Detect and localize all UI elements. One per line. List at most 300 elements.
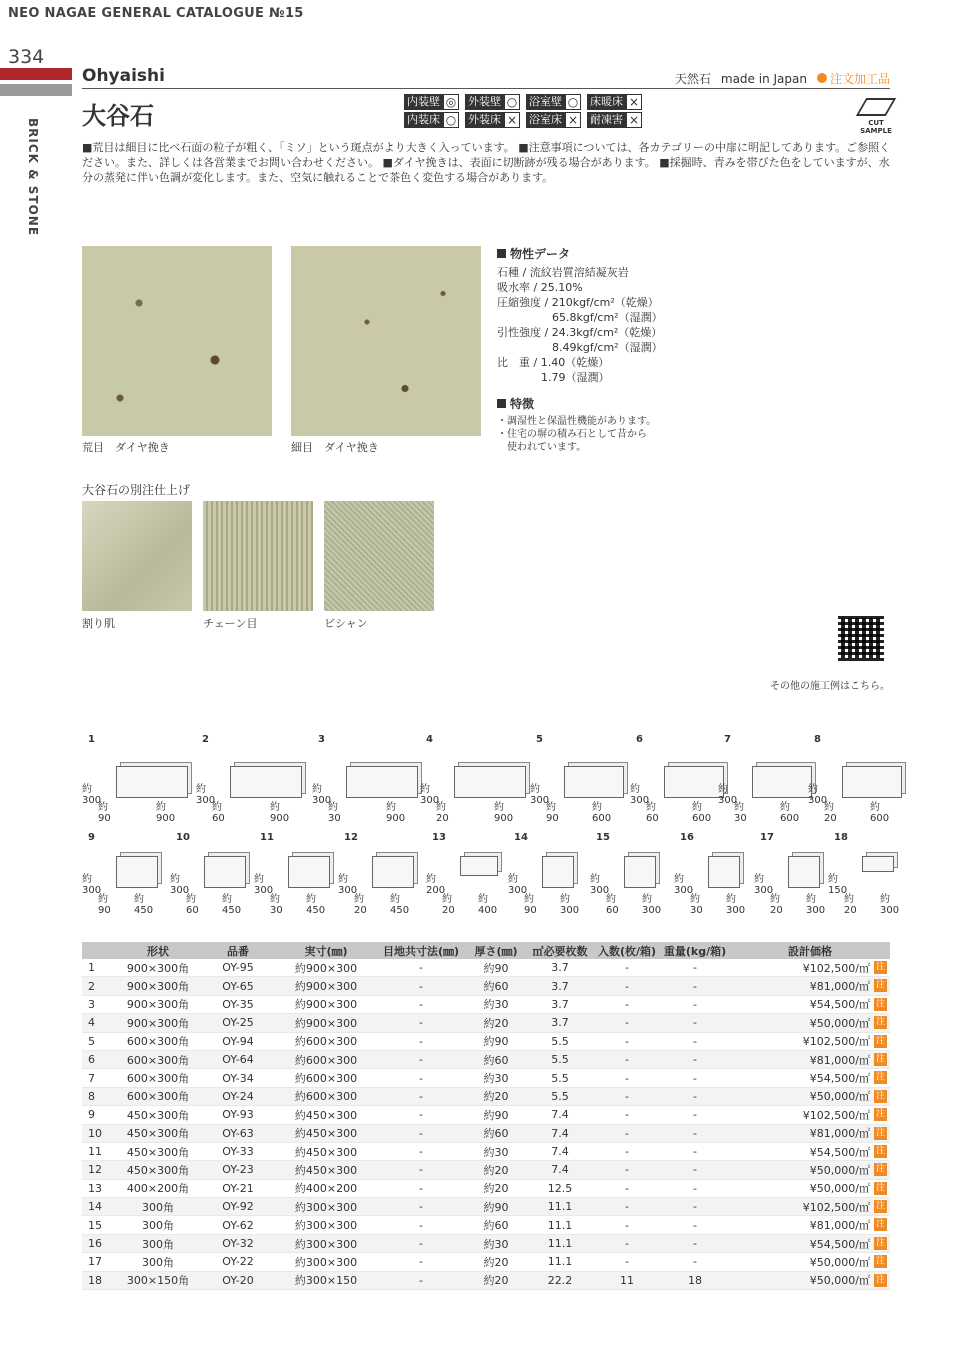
- shape-box-icon: [116, 856, 158, 888]
- table-cell: 約600×300: [276, 1069, 376, 1087]
- table-cell: OY-24: [200, 1087, 276, 1105]
- table-cell: 11.1: [526, 1216, 594, 1234]
- table-cell: 約600×300: [276, 1087, 376, 1105]
- shape-thickness-label: 約60: [606, 894, 619, 916]
- shape-thickness-label: 約20: [770, 894, 783, 916]
- col-header: ㎡必要枚数: [526, 942, 594, 959]
- table-cell: OY-65: [200, 977, 276, 995]
- order-badge-icon: 注: [875, 980, 885, 991]
- table-cell: 8: [82, 1087, 116, 1105]
- table-cell: 14: [82, 1198, 116, 1216]
- table-cell: -: [594, 1216, 660, 1234]
- table-cell: 900×300角: [116, 959, 200, 977]
- shape-number: 18: [834, 832, 848, 843]
- table-cell: 450×300角: [116, 1124, 200, 1142]
- table-cell: ¥102,500/㎡ 注: [730, 1032, 890, 1050]
- property-line: 65.8kgf/cm²（湿潤）: [497, 311, 663, 324]
- usage-item: 浴室床 ×: [526, 112, 581, 128]
- shape-box-icon: [624, 856, 656, 888]
- table-cell: -: [594, 977, 660, 995]
- table-cell: -: [660, 1161, 730, 1179]
- table-cell: 約20: [466, 1161, 526, 1179]
- product-meta: [675, 70, 890, 87]
- table-cell: ¥81,000/㎡ 注: [730, 1216, 890, 1234]
- shape-width-label: 約600: [692, 802, 712, 824]
- shape-height-label: 約200: [426, 874, 446, 896]
- table-cell: 450×300角: [116, 1106, 200, 1124]
- table-cell: 約20: [466, 1179, 526, 1197]
- shape-width-label: 約300: [726, 894, 746, 916]
- order-badge-icon: 注: [875, 1219, 885, 1230]
- shape-number: 14: [514, 832, 528, 843]
- usage-item: 内装壁 ◎: [404, 94, 459, 110]
- properties-heading: 物性データ: [497, 247, 663, 262]
- table-cell: ¥54,500/㎡ 注: [730, 1142, 890, 1160]
- finishes-title: 大谷石の別注仕上げ: [82, 483, 191, 497]
- shape-number: 13: [432, 832, 446, 843]
- table-cell: 約600×300: [276, 1032, 376, 1050]
- shape-width-label: 約450: [134, 894, 154, 916]
- shape-box-icon: [288, 856, 330, 888]
- table-cell: 900×300角: [116, 977, 200, 995]
- usage-item: 浴室壁 ○: [526, 94, 581, 110]
- table-cell: 13: [82, 1179, 116, 1197]
- table-cell: -: [376, 1216, 466, 1234]
- table-cell: ¥54,500/㎡ 注: [730, 1069, 890, 1087]
- table-cell: -: [376, 1014, 466, 1032]
- shape-thickness-label: 約20: [436, 802, 449, 824]
- table-cell: -: [594, 1014, 660, 1032]
- shape-height-label: 約300: [674, 874, 694, 896]
- table-cell: 約900×300: [276, 959, 376, 977]
- shape-box-icon: [230, 766, 302, 798]
- table-cell: OY-33: [200, 1142, 276, 1160]
- section-bar-red: [0, 68, 72, 80]
- table-cell: ¥50,000/㎡ 注: [730, 1087, 890, 1105]
- table-cell: 450×300角: [116, 1142, 200, 1160]
- shape-number: 2: [202, 734, 209, 745]
- shape-box-icon: [842, 766, 902, 798]
- shape-height-label: 約300: [254, 874, 274, 896]
- stone-type: 天然石: [674, 72, 711, 86]
- sample-caption: 荒目 ダイヤ挽き: [82, 441, 170, 454]
- title-divider: [82, 88, 890, 89]
- order-badge-icon: 注: [875, 1127, 885, 1138]
- order-badge-icon: 注: [875, 1145, 885, 1156]
- table-cell: 5.5: [526, 1087, 594, 1105]
- table-cell: ¥102,500/㎡ 注: [730, 959, 890, 977]
- col-header: 重量(kg/箱): [660, 942, 730, 959]
- shape-thickness-label: 約60: [212, 802, 225, 824]
- table-cell: -: [660, 1216, 730, 1234]
- table-cell: -: [376, 1087, 466, 1105]
- table-cell: OY-95: [200, 959, 276, 977]
- shape-thickness-label: 約30: [328, 802, 341, 824]
- shape-width-label: 約300: [560, 894, 580, 916]
- table-cell: 約60: [466, 1050, 526, 1068]
- table-cell: 約30: [466, 1142, 526, 1160]
- custom-order: 注文加工品: [817, 70, 890, 87]
- table-cell: OY-20: [200, 1271, 276, 1289]
- table-cell: ¥81,000/㎡ 注: [730, 1124, 890, 1142]
- feature-line: 使われています。: [497, 442, 587, 453]
- table-cell: -: [376, 1106, 466, 1124]
- table-cell: 900×300角: [116, 995, 200, 1013]
- shape-height-label: 約300: [312, 784, 332, 806]
- table-cell: -: [376, 1198, 466, 1216]
- table-cell: 4: [82, 1014, 116, 1032]
- shape-number: 17: [760, 832, 774, 843]
- table-cell: OY-93: [200, 1106, 276, 1124]
- shape-height-label: 約300: [420, 784, 440, 806]
- shape-box-icon: [204, 856, 246, 888]
- table-cell: OY-63: [200, 1124, 276, 1142]
- product-description: ■荒目は細目に比べ石面の粒子が粗く、「ミソ」という斑点がより大きく入っています。 ■注意事項については、各カテゴリーの中扉に明記してあります。ご参照ください。また、詳しくは各営業までお問い合わせください。 ■ダイヤ挽きは、表面に切断跡が残る場合があります。 ■採掘時、青みを帯びた色をしていますが、水分の蒸発に伴い色調が変化します。また、空気に触れることで茶色く変色する場合があります。: [82, 141, 891, 184]
- finish-caption: チェーン目: [203, 617, 258, 630]
- table-cell: 16: [82, 1234, 116, 1252]
- sample-caption: 細目 ダイヤ挽き: [291, 441, 379, 454]
- sample-image-fine: [291, 246, 481, 436]
- shape-width-label: 約600: [592, 802, 612, 824]
- product-name-jp: 大谷石: [82, 102, 154, 130]
- table-cell: 11: [82, 1142, 116, 1160]
- shape-height-label: 約300: [718, 784, 738, 806]
- table-cell: 約30: [466, 995, 526, 1013]
- order-badge-icon: 注: [875, 1201, 885, 1212]
- shape-height-label: 約300: [196, 784, 216, 806]
- table-cell: ¥50,000/㎡ 注: [730, 1271, 890, 1289]
- order-badge-icon: 注: [875, 1109, 885, 1120]
- shape-box-icon: [346, 766, 418, 798]
- table-row: [82, 959, 890, 977]
- property-line: 圧縮強度 / 210kgf/cm²（乾燥）: [497, 296, 659, 309]
- qr-caption: その他の施工例はこちら。: [770, 681, 890, 692]
- table-cell: 約90: [466, 1032, 526, 1050]
- table-cell: OY-21: [200, 1179, 276, 1197]
- table-cell: 約300×150: [276, 1271, 376, 1289]
- sample-image-rough: [82, 246, 272, 436]
- table-cell: OY-34: [200, 1069, 276, 1087]
- table-cell: ¥50,000/㎡ 注: [730, 1179, 890, 1197]
- table-cell: 7.4: [526, 1124, 594, 1142]
- shape-thickness-label: 約90: [98, 894, 111, 916]
- table-cell: -: [594, 995, 660, 1013]
- spec-table: [82, 942, 890, 1290]
- table-cell: -: [660, 1106, 730, 1124]
- table-cell: -: [660, 977, 730, 995]
- shape-height-label: 約300: [508, 874, 528, 896]
- table-cell: -: [376, 1050, 466, 1068]
- table-cell: ¥102,500/㎡ 注: [730, 1198, 890, 1216]
- shape-thickness-label: 約90: [524, 894, 537, 916]
- usage-item: 外装床 ×: [465, 112, 520, 128]
- table-cell: -: [660, 1087, 730, 1105]
- finish-image-bushhammer: [324, 501, 434, 611]
- table-cell: 300×150角: [116, 1271, 200, 1289]
- table-cell: -: [594, 1142, 660, 1160]
- shape-height-label: 約300: [170, 874, 190, 896]
- shape-width-label: 約400: [478, 894, 498, 916]
- finish-image-split: [82, 501, 192, 611]
- table-cell: 15: [82, 1216, 116, 1234]
- table-row: [82, 1271, 890, 1289]
- table-row: [82, 1050, 890, 1068]
- table-cell: -: [376, 1271, 466, 1289]
- table-cell: 3.7: [526, 995, 594, 1013]
- table-row: [82, 1198, 890, 1216]
- table-cell: 600×300角: [116, 1069, 200, 1087]
- table-cell: 12.5: [526, 1179, 594, 1197]
- table-cell: 7.4: [526, 1106, 594, 1124]
- table-cell: 12: [82, 1161, 116, 1179]
- table-cell: 約90: [466, 1106, 526, 1124]
- col-header: [82, 942, 116, 959]
- shape-width-label: 約300: [642, 894, 662, 916]
- table-cell: -: [376, 1179, 466, 1197]
- table-cell: 3.7: [526, 959, 594, 977]
- table-cell: 450×300角: [116, 1161, 200, 1179]
- table-cell: -: [660, 1069, 730, 1087]
- table-cell: -: [376, 995, 466, 1013]
- shape-box-icon: [116, 766, 188, 798]
- table-row: [82, 1216, 890, 1234]
- shape-thickness-label: 約30: [734, 802, 747, 824]
- shape-width-label: 約900: [156, 802, 176, 824]
- shape-thickness-label: 約90: [98, 802, 111, 824]
- property-line: 8.49kgf/cm²（湿潤）: [497, 341, 663, 354]
- shape-box-icon: [372, 856, 414, 888]
- order-badge-icon: 注: [875, 1053, 885, 1064]
- shape-number: 5: [536, 734, 543, 745]
- table-cell: -: [376, 1069, 466, 1087]
- table-cell: 600×300角: [116, 1050, 200, 1068]
- table-cell: -: [376, 1161, 466, 1179]
- table-cell: -: [660, 1050, 730, 1068]
- table-cell: 約300×300: [276, 1253, 376, 1271]
- feature-line: ・住宅の塀の積み石として昔から: [497, 429, 647, 440]
- table-cell: 5.5: [526, 1069, 594, 1087]
- table-cell: OY-64: [200, 1050, 276, 1068]
- order-badge-icon: 注: [875, 1256, 885, 1267]
- shape-thickness-label: 約30: [690, 894, 703, 916]
- usage-grid: [404, 94, 642, 128]
- table-cell: ¥50,000/㎡ 注: [730, 1014, 890, 1032]
- table-row: [82, 1142, 890, 1160]
- table-cell: OY-32: [200, 1234, 276, 1252]
- table-row: [82, 1087, 890, 1105]
- shape-number: 12: [344, 832, 358, 843]
- table-cell: 約300×300: [276, 1216, 376, 1234]
- shape-box-icon: [752, 766, 812, 798]
- origin: made in Japan: [720, 71, 807, 86]
- property-line: 吸水率 / 25.10%: [497, 281, 583, 294]
- properties-panel: [497, 247, 663, 454]
- order-badge-icon: 注: [875, 1072, 885, 1083]
- order-badge-icon: 注: [875, 1237, 885, 1248]
- table-row: [82, 1253, 890, 1271]
- col-header: 目地共寸法(㎜): [376, 942, 466, 959]
- table-cell: 約90: [466, 1198, 526, 1216]
- table-cell: -: [660, 1124, 730, 1142]
- table-cell: -: [660, 1198, 730, 1216]
- table-cell: 約20: [466, 1087, 526, 1105]
- table-cell: 900×300角: [116, 1014, 200, 1032]
- shape-box-icon: [460, 856, 498, 876]
- shape-width-label: 約900: [386, 802, 406, 824]
- table-cell: -: [660, 959, 730, 977]
- shape-thickness-label: 約60: [646, 802, 659, 824]
- table-cell: 約900×300: [276, 977, 376, 995]
- shape-box-icon: [862, 856, 894, 872]
- features-heading: 特徴: [497, 397, 663, 412]
- table-cell: 3.7: [526, 977, 594, 995]
- feature-line: ・調湿性と保温性機能があります。: [497, 416, 657, 427]
- table-cell: 22.2: [526, 1271, 594, 1289]
- table-cell: 11.1: [526, 1253, 594, 1271]
- shape-height-label: 約300: [754, 874, 774, 896]
- shape-height-label: 約150: [828, 874, 848, 896]
- table-cell: -: [376, 1032, 466, 1050]
- shape-number: 7: [724, 734, 731, 745]
- table-cell: 約450×300: [276, 1161, 376, 1179]
- table-cell: 7: [82, 1069, 116, 1087]
- table-cell: 9: [82, 1106, 116, 1124]
- section-bar-gray: [0, 84, 72, 96]
- table-cell: -: [594, 1179, 660, 1197]
- table-row: [82, 1234, 890, 1252]
- table-cell: -: [594, 1106, 660, 1124]
- table-cell: 約60: [466, 977, 526, 995]
- table-row: [82, 1032, 890, 1050]
- property-line: 1.79（湿潤）: [497, 371, 610, 384]
- table-cell: -: [660, 1014, 730, 1032]
- table-cell: -: [660, 1179, 730, 1197]
- qr-code-icon[interactable]: [838, 615, 884, 661]
- table-cell: 6: [82, 1050, 116, 1068]
- shape-number: 3: [318, 734, 325, 745]
- product-name-en: Ohyaishi: [82, 66, 165, 86]
- col-header: 厚さ(㎜): [466, 942, 526, 959]
- table-cell: OY-35: [200, 995, 276, 1013]
- shape-height-label: 約300: [808, 784, 828, 806]
- shape-width-label: 約450: [390, 894, 410, 916]
- table-cell: -: [660, 1253, 730, 1271]
- shape-height-label: 約300: [590, 874, 610, 896]
- table-row: [82, 995, 890, 1013]
- shape-thickness-label: 約20: [354, 894, 367, 916]
- shape-thickness-label: 約60: [186, 894, 199, 916]
- table-cell: -: [594, 959, 660, 977]
- table-cell: 300角: [116, 1198, 200, 1216]
- table-cell: ¥50,000/㎡ 注: [730, 1253, 890, 1271]
- usage-item: 外装壁 ○: [465, 94, 520, 110]
- order-badge-icon: 注: [875, 1090, 885, 1101]
- usage-item: 内装床 ○: [404, 112, 459, 128]
- table-cell: OY-94: [200, 1032, 276, 1050]
- table-cell: OY-23: [200, 1161, 276, 1179]
- table-cell: 約450×300: [276, 1142, 376, 1160]
- table-cell: 約60: [466, 1124, 526, 1142]
- table-row: [82, 1124, 890, 1142]
- shape-number: 4: [426, 734, 433, 745]
- shape-box-icon: [542, 856, 574, 888]
- shape-height-label: 約300: [530, 784, 550, 806]
- property-line: 石種 / 流紋岩質溶結凝灰岩: [497, 266, 629, 279]
- custom-order-dot-icon: [817, 73, 827, 83]
- table-cell: 3.7: [526, 1014, 594, 1032]
- table-cell: 300角: [116, 1216, 200, 1234]
- table-cell: ¥54,500/㎡ 注: [730, 1234, 890, 1252]
- table-cell: 300角: [116, 1234, 200, 1252]
- table-cell: 約600×300: [276, 1050, 376, 1068]
- table-cell: 600×300角: [116, 1087, 200, 1105]
- table-cell: -: [660, 1142, 730, 1160]
- table-cell: 11.1: [526, 1198, 594, 1216]
- table-row: [82, 977, 890, 995]
- table-cell: 約300×300: [276, 1198, 376, 1216]
- order-badge-icon: 注: [875, 962, 885, 972]
- table-row: [82, 1179, 890, 1197]
- table-cell: 約900×300: [276, 995, 376, 1013]
- table-cell: OY-62: [200, 1216, 276, 1234]
- finish-caption: 割り肌: [82, 617, 115, 630]
- table-cell: 約900×300: [276, 1014, 376, 1032]
- shape-width-label: 約900: [270, 802, 290, 824]
- table-cell: 17: [82, 1253, 116, 1271]
- table-cell: 18: [82, 1271, 116, 1289]
- table-cell: -: [376, 1142, 466, 1160]
- table-cell: -: [660, 1234, 730, 1252]
- shape-width-label: 約450: [222, 894, 242, 916]
- table-row: [82, 1161, 890, 1179]
- table-cell: 300角: [116, 1253, 200, 1271]
- table-cell: -: [594, 1253, 660, 1271]
- order-badge-icon: 注: [875, 1017, 885, 1028]
- table-cell: ¥81,000/㎡ 注: [730, 977, 890, 995]
- shape-thickness-label: 約20: [442, 894, 455, 916]
- table-cell: 18: [660, 1271, 730, 1289]
- usage-item: 床暖床 ×: [587, 94, 642, 110]
- side-category-label: BRICK & STONE: [26, 118, 40, 237]
- table-cell: OY-22: [200, 1253, 276, 1271]
- shape-thickness-label: 約90: [546, 802, 559, 824]
- col-header: 実寸(㎜): [276, 942, 376, 959]
- shape-number: 11: [260, 832, 274, 843]
- page-number: 334: [8, 46, 45, 68]
- table-cell: -: [594, 1161, 660, 1179]
- table-cell: 約20: [466, 1253, 526, 1271]
- finish-caption: ビシャン: [324, 617, 368, 630]
- col-header: 設計価格: [730, 942, 890, 959]
- table-cell: 約400×200: [276, 1179, 376, 1197]
- table-cell: 600×300角: [116, 1032, 200, 1050]
- shape-width-label: 約900: [494, 802, 514, 824]
- shape-height-label: 約300: [82, 874, 102, 896]
- shape-number: 16: [680, 832, 694, 843]
- table-row: [82, 1106, 890, 1124]
- table-cell: OY-25: [200, 1014, 276, 1032]
- table-cell: 400×200角: [116, 1179, 200, 1197]
- order-badge-icon: 注: [875, 1274, 885, 1285]
- table-cell: 約450×300: [276, 1106, 376, 1124]
- table-cell: OY-92: [200, 1198, 276, 1216]
- usage-item: 耐凍害 ×: [587, 112, 642, 128]
- table-cell: ¥54,500/㎡ 注: [730, 995, 890, 1013]
- table-cell: 11.1: [526, 1234, 594, 1252]
- table-cell: 10: [82, 1124, 116, 1142]
- finish-image-chain: [203, 501, 313, 611]
- table-cell: -: [376, 977, 466, 995]
